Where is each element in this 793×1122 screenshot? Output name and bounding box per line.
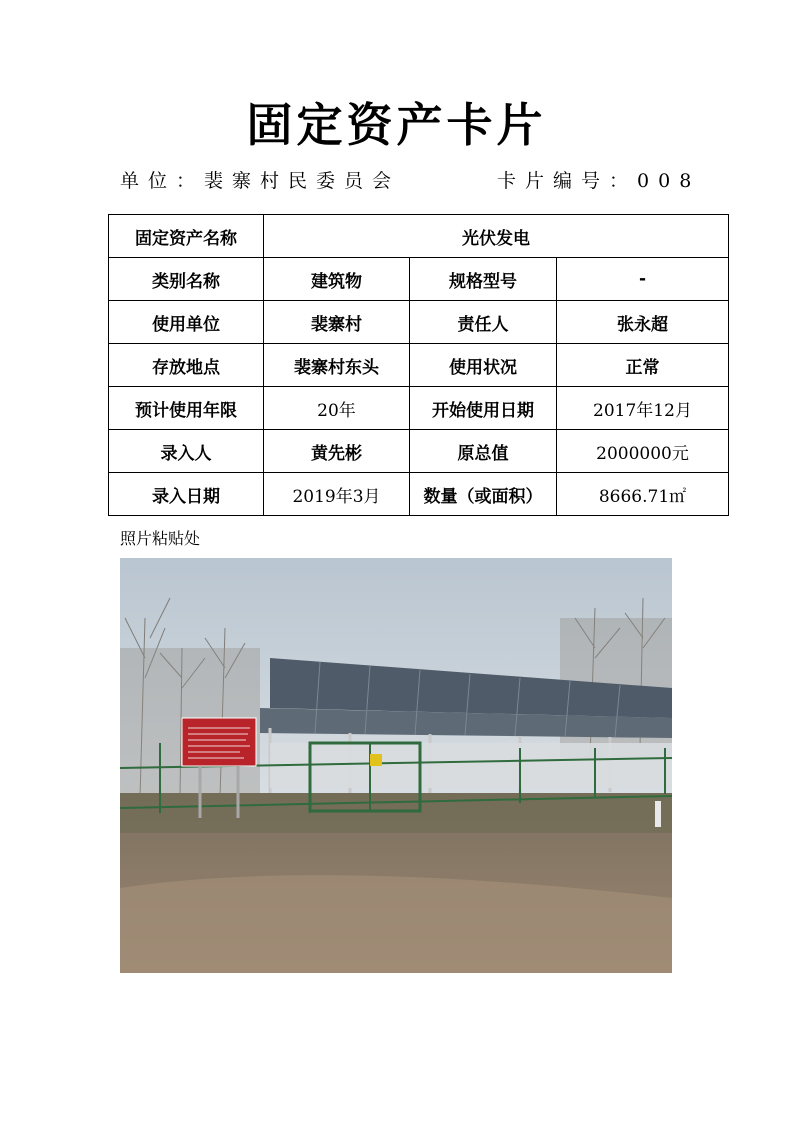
responsible-value: 张永超 — [557, 301, 729, 344]
user-unit-value: 裴寨村 — [264, 301, 410, 344]
asset-name-value: 光伏发电 — [264, 215, 729, 258]
photo-label: 照片粘贴处 — [120, 529, 201, 548]
responsible-label: 责任人 — [410, 301, 557, 344]
quantity-value: 8666.71㎡ — [557, 473, 729, 516]
category-value: 建筑物 — [264, 258, 410, 301]
card-number-line — [497, 168, 700, 194]
card-number-label: 卡片编号： — [497, 170, 638, 192]
location-value: 裴寨村东头 — [264, 344, 410, 387]
category-label: 类别名称 — [109, 258, 264, 301]
spec-label: 规格型号 — [410, 258, 557, 301]
entry-date-value: 2019年3月 — [264, 473, 410, 516]
greenhouse — [270, 743, 672, 788]
unit-label: 单位： — [120, 170, 205, 192]
life-label: 预计使用年限 — [109, 387, 264, 430]
table-row — [109, 430, 729, 473]
table-row — [109, 215, 729, 258]
entry-date-label: 录入日期 — [109, 473, 264, 516]
original-value-label: 原总值 — [410, 430, 557, 473]
user-unit-label: 使用单位 — [109, 301, 264, 344]
asset-card-table — [108, 214, 729, 516]
unit-line — [120, 168, 400, 194]
marker-post — [655, 801, 661, 827]
original-value-value: 2000000元 — [557, 430, 729, 473]
asset-name-label: 固定资产名称 — [109, 215, 264, 258]
status-label: 使用状况 — [410, 344, 557, 387]
warning-sign — [370, 754, 382, 766]
quantity-label: 数量（或面积） — [410, 473, 557, 516]
life-value: 20年 — [264, 387, 410, 430]
entered-by-value: 黄先彬 — [264, 430, 410, 473]
start-date-value: 2017年12月 — [557, 387, 729, 430]
entered-by-label: 录入人 — [109, 430, 264, 473]
table-row — [109, 344, 729, 387]
dry-grass — [120, 793, 672, 833]
information-sign — [182, 718, 256, 766]
location-label: 存放地点 — [109, 344, 264, 387]
card-number-value: 008 — [637, 170, 701, 192]
unit-value: 裴寨村民委员会 — [204, 170, 401, 192]
table-row — [109, 258, 729, 301]
table-row — [109, 473, 729, 516]
dirt-path — [120, 875, 672, 973]
solar-installation-photo — [120, 558, 672, 973]
spec-value: - — [557, 258, 729, 301]
page-title: 固定资产卡片 — [246, 98, 547, 152]
status-value: 正常 — [557, 344, 729, 387]
table-row — [109, 301, 729, 344]
start-date-label: 开始使用日期 — [410, 387, 557, 430]
table-row — [109, 387, 729, 430]
